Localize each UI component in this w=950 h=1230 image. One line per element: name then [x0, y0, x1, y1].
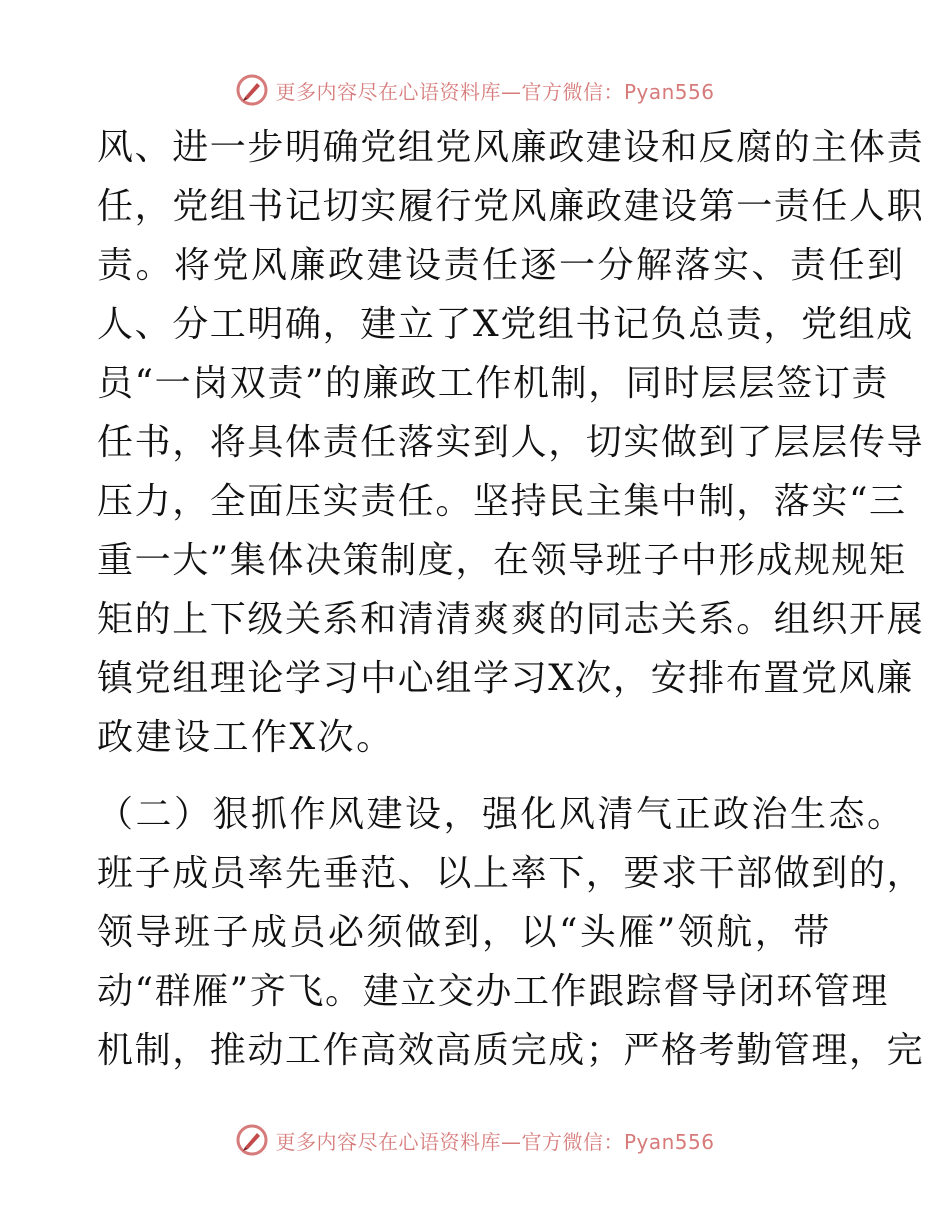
pen-circle-icon	[235, 73, 269, 107]
text-line: 责。将党风廉政建设责任逐一分解落实、责任到	[97, 245, 906, 286]
text-line: 政建设工作X次。	[97, 717, 395, 758]
text-line: 机制，推动工作高效高质完成；严格考勤管理，完	[97, 1030, 925, 1071]
header-banner	[0, 70, 950, 110]
text-line: 班子成员率先垂范、以上率下，要求干部做到的，	[97, 853, 925, 894]
banner-text: 更多内容尽在心语资料库—官方微信：Pyan556	[275, 79, 715, 104]
text-line: 任书，将具体责任落实到人，切实做到了层层传导	[97, 422, 925, 463]
section-heading: （二）狠抓作风建设，强化风清气正政治生态。	[97, 794, 906, 835]
text-line: 镇党组理论学习中心组学习X次，安排布置党风廉	[97, 658, 914, 699]
banner-text: 更多内容尽在心语资料库—官方微信：Pyan556	[275, 1129, 715, 1154]
text-line: 压力，全面压实责任。坚持民主集中制，落实“三	[97, 481, 907, 522]
document-body	[97, 118, 925, 1080]
text-line: 人、分工明确，建立了X党组书记负总责，党组成	[97, 304, 914, 345]
footer-banner	[0, 1120, 950, 1160]
text-line: 员“一岗双责”的廉政工作机制，同时层层签订责	[97, 363, 890, 404]
text-line: 领导班子成员必须做到，以“头雁”领航，带	[97, 912, 832, 953]
text-line: 动“群雁”齐飞。建立交办工作跟踪督导闭环管理	[97, 971, 890, 1012]
text-line: 任，党组书记切实履行党风廉政建设第一责任人职	[97, 186, 925, 227]
text-line: 重一大”集体决策制度，在领导班子中形成规规矩	[97, 540, 907, 581]
pen-circle-icon	[235, 1123, 269, 1157]
text-line: 矩的上下级关系和清清爽爽的同志关系。组织开展	[97, 599, 925, 640]
text-line: 风、进一步明确党组党风廉政建设和反腐的主体责	[97, 127, 925, 168]
